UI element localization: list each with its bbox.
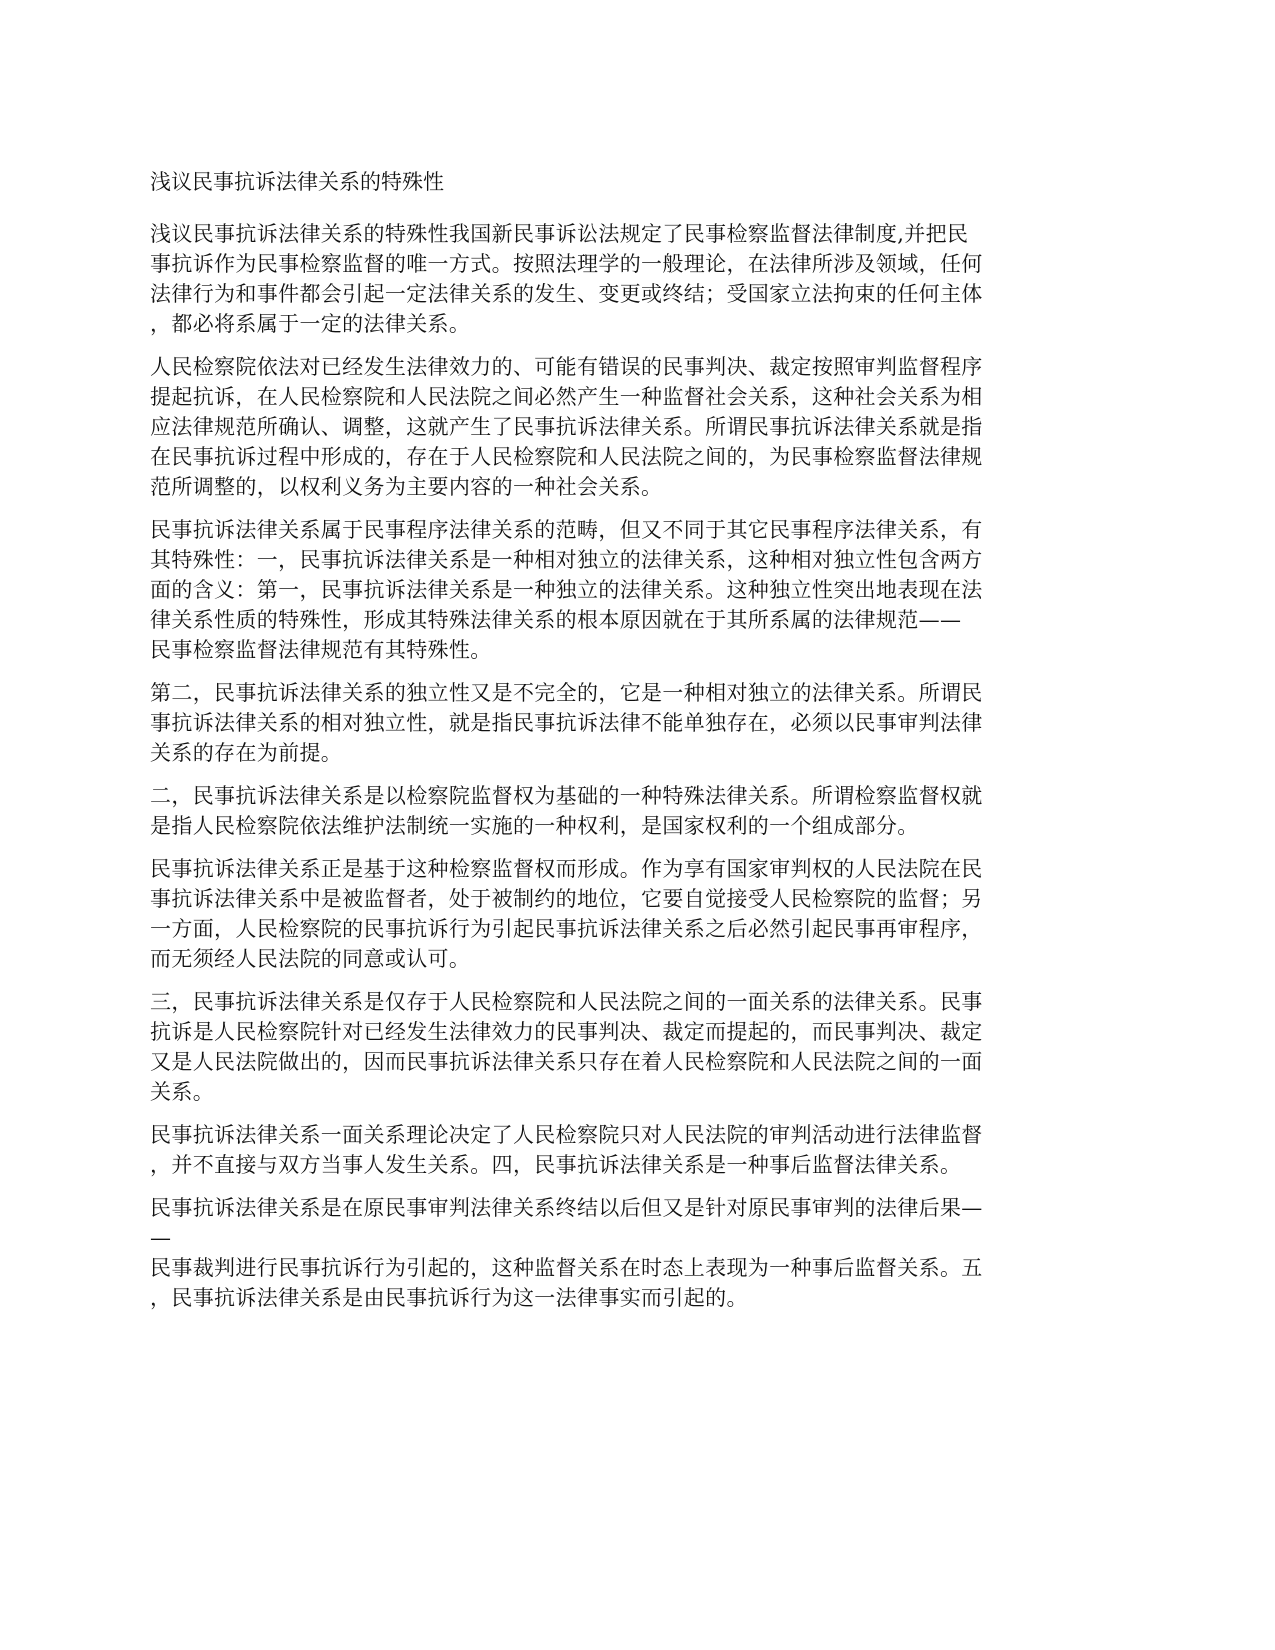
paragraph-line: 民事抗诉法律关系属于民事程序法律关系的范畴，但又不同于其它民事程序法律关系，有: [150, 518, 983, 542]
paragraph: [150, 1120, 1125, 1180]
paragraph: [150, 781, 1125, 841]
paragraph-line: 应法律规范所确认、调整，这就产生了民事抗诉法律关系。所谓民事抗诉法律关系就是指: [150, 415, 983, 439]
paragraph: [150, 987, 1125, 1107]
paragraph-line: 又是人民法院做出的，因而民事抗诉法律关系只存在着人民检察院和人民法院之间的一面: [150, 1050, 983, 1074]
document-body: [150, 219, 1125, 1313]
paragraph-line: 面的含义：第一，民事抗诉法律关系是一种独立的法律关系。这种独立性突出地表现在法: [150, 578, 983, 602]
paragraph-line: 律关系性质的特殊性，形成其特殊法律关系的根本原因就在于其所系属的法律规范——: [150, 608, 962, 632]
paragraph-line: 提起抗诉，在人民检察院和人民法院之间必然产生一种监督社会关系，这种社会关系为相: [150, 385, 983, 409]
paragraph-line: 民事抗诉法律关系一面关系理论决定了人民检察院只对人民法院的审判活动进行法律监督: [150, 1123, 983, 1147]
paragraph-line: 关系。: [150, 1080, 215, 1104]
paragraph-line: 民事抗诉法律关系是在原民事审判法律关系终结以后但又是针对原民事审判的法律后果—: [150, 1196, 983, 1220]
paragraph-line: 在民事抗诉过程中形成的，存在于人民检察院和人民法院之间的，为民事检察监督法律规: [150, 445, 983, 469]
paragraph-line: ，民事抗诉法律关系是由民事抗诉行为这一法律事实而引起的。: [150, 1286, 748, 1310]
document-title: 浅议民事抗诉法律关系的特殊性: [150, 170, 444, 194]
paragraph-line: 二，民事抗诉法律关系是以检察院监督权为基础的一种特殊法律关系。所谓检察监督权就: [150, 784, 983, 808]
paragraph-line: 范所调整的，以权利义务为主要内容的一种社会关系。: [150, 475, 663, 499]
paragraph-line: 而无须经人民法院的同意或认可。: [150, 947, 471, 971]
paragraph: [150, 219, 1125, 339]
paragraph-line: ，并不直接与双方当事人发生关系。四，民事抗诉法律关系是一种事后监督法律关系。: [150, 1153, 962, 1177]
paragraph: [150, 854, 1125, 974]
paragraph-line: 一方面，人民检察院的民事抗诉行为引起民事抗诉法律关系之后必然引起民事再审程序，: [150, 917, 983, 941]
paragraph-line: 其特殊性：一，民事抗诉法律关系是一种相对独立的法律关系，这种相对独立性包含两方: [150, 548, 983, 572]
paragraph-line: 事抗诉法律关系的相对独立性，就是指民事抗诉法律不能单独存在，必须以民事审判法律: [150, 711, 983, 735]
paragraph-line: 人民检察院依法对已经发生法律效力的、可能有错误的民事判决、裁定按照审判监督程序: [150, 355, 983, 379]
paragraph-line: 民事检察监督法律规范有其特殊性。: [150, 638, 492, 662]
paragraph: [150, 515, 1125, 665]
paragraph-line: 第二，民事抗诉法律关系的独立性又是不完全的，它是一种相对独立的法律关系。所谓民: [150, 681, 983, 705]
paragraph-line: —: [150, 1226, 172, 1250]
paragraph-line: 法律行为和事件都会引起一定法律关系的发生、变更或终结；受国家立法拘束的任何主体: [150, 282, 983, 306]
paragraph-line: 事抗诉作为民事检察监督的唯一方式。按照法理学的一般理论，在法律所涉及领域，任何: [150, 252, 983, 276]
paragraph-line: 浅议民事抗诉法律关系的特殊性我国新民事诉讼法规定了民事检察监督法律制度,并把民: [150, 222, 969, 246]
paragraph-line: 是指人民检察院依法维护法制统一实施的一种权利，是国家权利的一个组成部分。: [150, 814, 919, 838]
paragraph-line: 抗诉是人民检察院针对已经发生法律效力的民事判决、裁定而提起的，而民事判决、裁定: [150, 1020, 983, 1044]
paragraph-line: 三，民事抗诉法律关系是仅存于人民检察院和人民法院之间的一面关系的法律关系。民事: [150, 990, 983, 1014]
paragraph: [150, 1193, 1125, 1313]
paragraph-line: 事抗诉法律关系中是被监督者，处于被制约的地位，它要自觉接受人民检察院的监督；另: [150, 887, 983, 911]
paragraph-line: 民事裁判进行民事抗诉行为引起的，这种监督关系在时态上表现为一种事后监督关系。五: [150, 1256, 983, 1280]
paragraph-line: 民事抗诉法律关系正是基于这种检察监督权而形成。作为享有国家审判权的人民法院在民: [150, 857, 983, 881]
paragraph: [150, 678, 1125, 768]
paragraph-line: 关系的存在为前提。: [150, 741, 343, 765]
paragraph-line: ，都必将系属于一定的法律关系。: [150, 312, 471, 336]
paragraph: [150, 352, 1125, 502]
